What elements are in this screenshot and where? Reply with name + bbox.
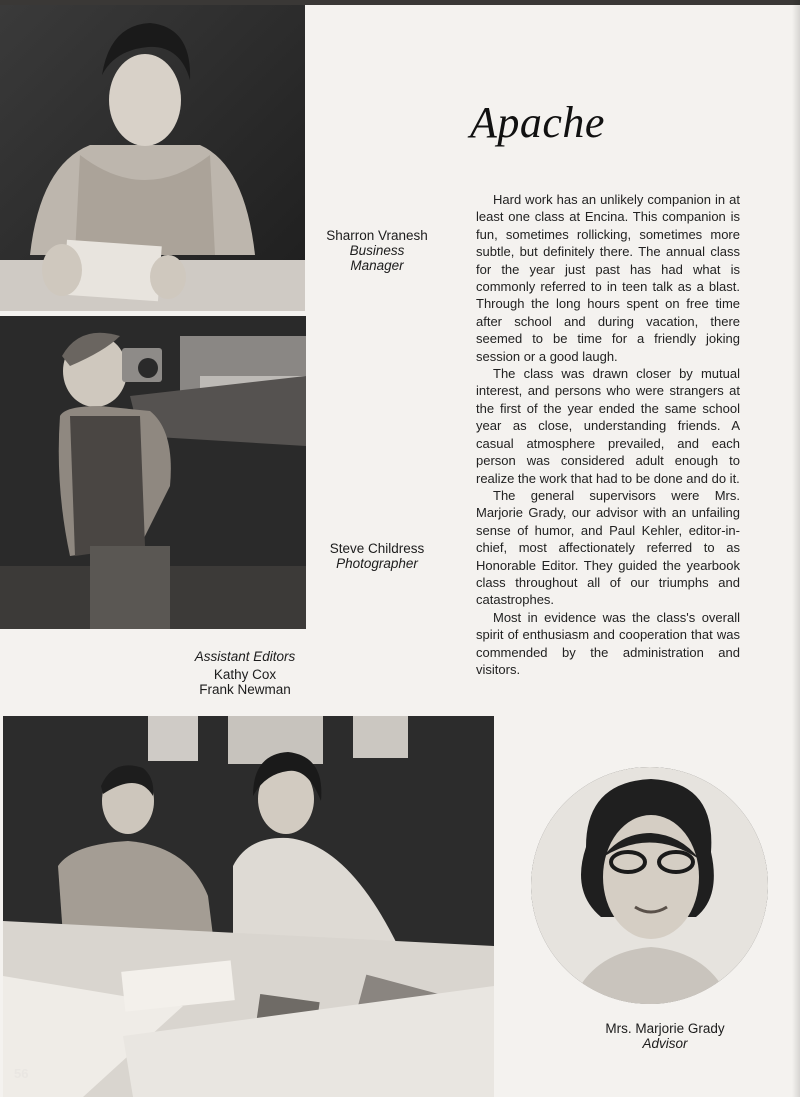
caption-role: Advisor (642, 1036, 688, 1051)
caption-assistant-editors (180, 649, 310, 697)
page-title: Apache (470, 98, 605, 147)
page-edge-shadow (792, 0, 800, 1097)
photo-steve-childress (0, 316, 306, 629)
paragraph: The general supervisors were Mrs. Marjorie Grady, our advisor with an unfailing sense of humor, and Paul Kehler, editor-in-chief, most affectionately referred to as Honorable Editor. They guided the yearbook class throughout all of our triumphs and catastrophes. (476, 487, 740, 608)
photo-marjorie-grady (531, 767, 768, 1004)
paragraph: The class was drawn closer by mutual interest, and persons who were strangers at the first of the year ended the same school year as close, understanding friends. A casual atmosphere prevailed, and each person was considered adult enough to realize the work that had to be done and do it. (476, 366, 740, 486)
caption-steve-childress (318, 541, 436, 571)
paragraph: Most in evidence was the class's overall spirit of enthusiasm and cooperation that was commended by the administration and visitors. (476, 609, 740, 677)
photo-assistant-editors (3, 716, 494, 1097)
caption-sharron-vranesh (318, 228, 436, 273)
caption-role: Assistant Editors (194, 649, 296, 664)
caption-name: Mrs. Marjorie Grady (605, 1021, 725, 1036)
photo-sharron-vranesh (0, 5, 305, 311)
caption-name: Kathy Cox (213, 667, 277, 682)
article-body (476, 191, 740, 678)
caption-marjorie-grady (590, 1021, 740, 1051)
paragraph: Hard work has an unlikely companion in at least one class at Encina. This companion is fun, sometimes rollicking, sometimes more subtle, but definitely there. The annual class for the year just past has had what is commonly referred to in teen talk as a blast. Through the long hours spent on free time after school and during vacation, there seemed to be time for a friendly joking session or a good laugh. (476, 192, 740, 364)
caption-role: Photographer (336, 556, 418, 571)
caption-role: Manager (350, 258, 404, 273)
caption-name: Steve Childress (329, 541, 425, 556)
page-number: 56 (14, 1066, 29, 1081)
caption-name: Sharron Vranesh (326, 228, 428, 243)
caption-role: Business (349, 243, 405, 258)
caption-name: Frank Newman (199, 682, 291, 697)
